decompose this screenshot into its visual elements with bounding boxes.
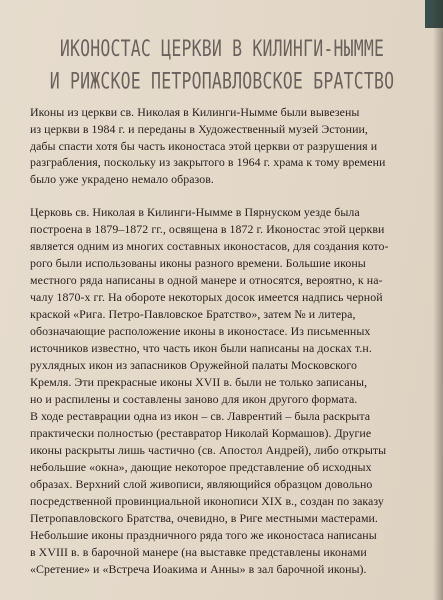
paragraph-line: Петропавловского Братства, очевидно, в Риге местными мастерами.: [30, 510, 378, 525]
panel-body: [30, 104, 424, 578]
paragraph-line: Кремля. Эти прекрасные иконы XVII в. были не только записаны,: [30, 374, 368, 389]
paragraph-line: построена в 1879–1872 гг., освящена в 1872 г. Иконостас этой церкви: [30, 221, 385, 236]
paragraph-line: «Сретение» и «Встреча Иоакима и Анны» в зал барочной иконы).: [30, 561, 367, 576]
paragraph-line: краской «Рига. Петро-Павловское Братство», затем № и литера,: [30, 306, 356, 321]
paragraph-line: иконы раскрыты лишь частично (св. Апостол Андрей), либо открыты: [30, 442, 387, 457]
paragraph-line: источников известно, что часть икон были написаны на досках т.н.: [30, 340, 372, 355]
paragraph-line: рого были использованы иконы разного времени. Большие иконы: [30, 255, 366, 270]
paragraph-line: обозначающие расположение иконы в иконостасе. Из письменных: [30, 323, 371, 338]
panel-title: [12, 33, 432, 98]
paragraph-line: Церковь св. Николая в Килинги-Нымме в Пярнуском уезде была: [30, 204, 360, 219]
title-line-1: ИКОНОСТАС ЦЕРКВИ В КИЛИНГИ-НЫММЕ: [59, 35, 385, 62]
paragraph-1: [30, 104, 424, 188]
panel-edge-shadow: [433, 0, 443, 600]
paragraph-line: Иконы из церкви св. Николая в Килинги-Нымме были вывезены: [30, 105, 360, 119]
paragraph-line: посредственной провинциальной иконописи XIX в., создан по заказу: [30, 493, 384, 508]
paragraph-line: в XVIII в. в барочной манере (на выставке представлены иконами: [30, 544, 367, 559]
paragraph-line: дабы спасти хотя бы часть иконостаса этой церкви от разрушения и: [30, 138, 378, 153]
title-line-2: И РИЖСКОЕ ПЕТРОПАВЛОВСКОЕ БРАТСТВО: [49, 68, 395, 94]
paragraph-line: является одним из многих составных иконостасов, для создания кото-: [30, 238, 389, 253]
paragraph-line: местного ряда написаны в одной манере и относятся, вероятно, к на-: [30, 272, 383, 287]
paragraph-line: небольшие «окна», дающие некоторое представление об исходных: [30, 459, 372, 474]
paragraph-line: Небольшие иконы праздничного ряда того же иконостаса написаны: [30, 527, 377, 542]
paragraph-line: В ходе реставрации одна из икон – св. Лаврентий – была раскрыта: [30, 408, 371, 423]
paragraph-line: рухлядных икон из запасников Оружейной палаты Московского: [30, 357, 357, 372]
paragraph-line: но и распилены и составлены заново для икон другого формата.: [30, 391, 358, 406]
paragraph-line: разграбления, поскольку из закрытого в 1964 г. храма к тому времени: [30, 155, 386, 170]
paragraph-line: образах. Верхний слой живописи, являющийся образцом довольно: [30, 476, 373, 491]
paragraph-line: чалу 1870-х гг. На обороте некоторых досок имеется надпись черной: [30, 289, 383, 304]
paragraph-line: было уже украдено немало образов.: [30, 172, 214, 187]
paragraph-line: практически полностью (реставратор Николай Кормашов). Другие: [30, 425, 372, 440]
paragraph-line: из церкви в 1984 г. и переданы в Художественный музей Эстонии,: [30, 121, 368, 136]
paragraph-2: [30, 204, 424, 578]
